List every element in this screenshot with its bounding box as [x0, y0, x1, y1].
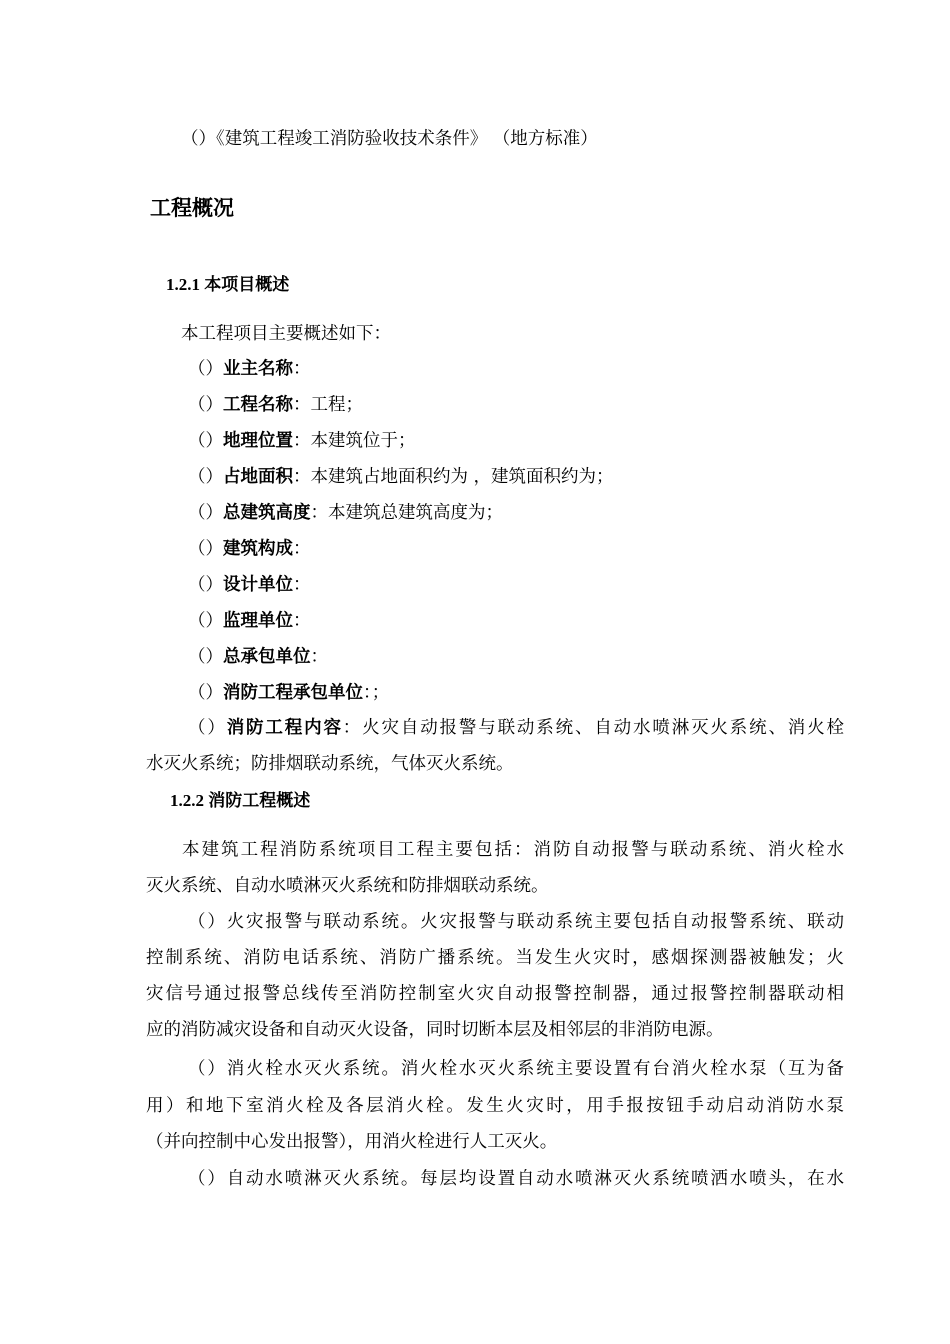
list-item [188, 573, 311, 597]
item-number: （） [188, 539, 223, 559]
item-value: ：； [363, 683, 390, 703]
item-label: 业主名称 [223, 359, 293, 379]
item-label: 监理单位 [223, 611, 293, 631]
list-item [188, 465, 614, 489]
item-number: （） [188, 611, 223, 631]
item-value: ： [310, 647, 328, 667]
item-number: （） [188, 395, 223, 415]
item-label: 设计单位 [223, 575, 293, 595]
list-item [188, 393, 363, 417]
item-number: （） [188, 467, 223, 487]
paragraph-line: 应的消防减灾设备和自动灭火设备，同时切断本层及相邻层的非消防电源。 [146, 1020, 724, 1040]
fire-work-content-line2: 水灭火系统；防排烟联动系统，气体灭火系统。 [146, 754, 514, 774]
list-item [188, 357, 311, 381]
item-label: 总承包单位 [223, 647, 311, 667]
item-number: （） [188, 575, 223, 595]
item-value: ：火灾自动报警与联动系统、自动水喷淋灭火系统、消火栓 [342, 718, 845, 738]
paragraph-line: （）自动水喷淋灭火系统。每层均设置自动水喷淋灭火系统喷洒水喷头，在水 [188, 1169, 844, 1189]
paragraph-line: 本建筑工程消防系统项目工程主要包括：消防自动报警与联动系统、消火栓水 [182, 840, 844, 860]
paragraph-line: （）消火栓水灭火系统。消火栓水灭火系统主要设置有台消火栓水泵（互为备 [188, 1059, 844, 1079]
item-value: ：本建筑位于； [293, 431, 416, 451]
item-value: ：工程； [293, 395, 363, 415]
paragraph-line: （并向控制中心发出报警），用消火栓进行人工灭火。 [146, 1132, 558, 1152]
section-title: 工程概况 [150, 196, 234, 220]
item-value: ： [293, 359, 311, 379]
item-label: 工程名称 [223, 395, 293, 415]
item-value: ： [293, 575, 311, 595]
item-number: （） [188, 683, 223, 703]
item-number: （） [188, 503, 223, 523]
overview-intro: 本工程项目主要概述如下： [181, 324, 391, 344]
list-item [188, 429, 416, 453]
item-number: （） [188, 431, 223, 451]
paragraph-line: 灾信号通过报警总线传至消防控制室火灾自动报警控制器，通过报警控制器联动相 [146, 984, 844, 1004]
heading-1-2-2: 1.2.2 消防工程概述 [170, 791, 311, 810]
fire-work-content-line1 [188, 716, 844, 740]
item-label: 总建筑高度 [223, 503, 311, 523]
item-number: （） [188, 359, 223, 379]
paragraph-line: （）火灾报警与联动系统。火灾报警与联动系统主要包括自动报警系统、联动 [188, 912, 844, 932]
paragraph-line: 用）和地下室消火栓及各层消火栓。发生火灾时，用手报按钮手动启动消防水泵 [146, 1096, 844, 1116]
list-item [188, 537, 311, 561]
item-label: 消防工程内容 [226, 718, 343, 738]
item-value: ： [293, 611, 311, 631]
paragraph-line: 控制系统、消防电话系统、消防广播系统。当发生火灾时，感烟探测器被触发；火 [146, 948, 844, 968]
paragraph-line: 灭火系统、自动水喷淋灭火系统和防排烟联动系统。 [146, 876, 549, 896]
list-item [188, 501, 503, 525]
item-label: 占地面积 [223, 467, 293, 487]
item-value: ：本建筑占地面积约为 ，建筑面积约为； [293, 467, 614, 487]
item-value: ：本建筑总建筑高度为； [310, 503, 503, 523]
standards-line: （）《建筑工程竣工消防验收技术条件》 （地方标准） [181, 129, 598, 149]
item-label: 建筑构成 [223, 539, 293, 559]
list-item [188, 645, 328, 669]
item-number: （） [188, 647, 223, 667]
list-item [188, 609, 311, 633]
heading-1-2-1: 1.2.1 本项目概述 [166, 275, 290, 294]
item-number: （） [188, 718, 227, 738]
item-label: 消防工程承包单位 [223, 683, 363, 703]
item-label: 地理位置 [223, 431, 293, 451]
list-item [188, 681, 389, 705]
item-value: ： [293, 539, 311, 559]
